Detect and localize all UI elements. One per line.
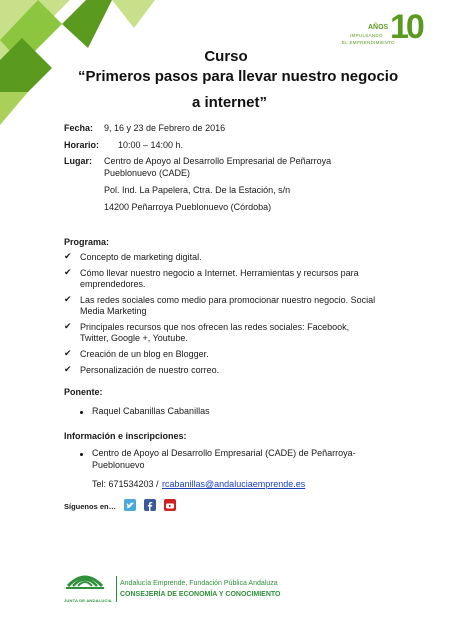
email-link[interactable] — [162, 479, 305, 491]
check-icon: ✔ — [64, 364, 72, 374]
horario-label: Horario: — [64, 140, 100, 150]
twitter-icon[interactable] — [124, 499, 136, 511]
check-icon: ✔ — [64, 321, 72, 331]
info-line-2: Pueblonuevo — [92, 460, 145, 470]
bullet-dot — [80, 411, 83, 414]
bullet-dot — [80, 453, 83, 456]
programa-item-cont: emprendedores. — [80, 279, 146, 289]
ponente-name: Raquel Cabanillas Cabanillas — [92, 406, 210, 416]
facebook-icon[interactable] — [144, 499, 156, 511]
junta-andalucia-logo — [62, 566, 108, 600]
programa-heading: Programa: — [64, 237, 110, 247]
check-icon: ✔ — [64, 251, 72, 261]
check-icon: ✔ — [64, 267, 72, 277]
fecha-label: Fecha: — [64, 123, 94, 133]
programa-item: Creación de un blog en Blogger. — [80, 349, 209, 359]
course-label: Curso — [204, 48, 248, 65]
ten-years-logo — [340, 8, 440, 52]
junta-logo-caption: JUNTA DE ANDALUCIA — [64, 598, 112, 603]
programa-item: Personalización de nuestro correo. — [80, 365, 220, 375]
lugar-line-2: Pueblonuevo (CADE) — [104, 168, 191, 178]
lugar-line-3: Pol. Ind. La Papelera, Ctra. De la Estación, s/n — [104, 185, 291, 195]
info-line-1: Centro de Apoyo al Desarrollo Empresarial (CADE) de Peñarroya- — [92, 448, 356, 458]
email-domain: @andaluciaemprende.es — [205, 479, 306, 489]
programa-item: Concepto de marketing digital. — [80, 252, 202, 262]
social-label: Síguenos en… — [64, 502, 117, 511]
email-prefix: rcabanillas — [162, 479, 206, 489]
info-heading: Información e inscripciones: — [64, 431, 187, 441]
info-tel: Tel: 671534203 / — [92, 479, 159, 489]
programa-item: Las redes sociales como medio para promocionar nuestro negocio. Social — [80, 295, 376, 305]
programa-item-cont: Twitter, Google +, Youtube. — [80, 333, 188, 343]
check-icon: ✔ — [64, 348, 72, 358]
logo-tagline-2: EL EMPRENDIMIENTO — [342, 40, 395, 45]
programa-item: Cómo llevar nuestro negocio a Internet. Herramientas y recursos para — [80, 268, 359, 278]
corner-decoration — [0, 0, 160, 130]
footer-divider — [116, 576, 117, 602]
logo-years-label: AÑOS — [368, 24, 389, 31]
logo-number: 10 — [390, 8, 422, 46]
footer-org: Andalucía Emprende, Fundación Pública Andaluza — [120, 580, 278, 587]
course-title-line1: “Primeros pasos para llevar nuestro negocio — [78, 68, 399, 85]
lugar-line-1: Centro de Apoyo al Desarrollo Empresarial de Peñarroya — [104, 156, 332, 166]
horario-value: 10:00 – 14:00 h. — [118, 140, 184, 150]
course-title-line2: a internet” — [192, 94, 268, 111]
programa-item: Principales recursos que nos ofrecen las redes sociales: Facebook, — [80, 322, 350, 332]
programa-item-cont: Media Marketing — [80, 306, 147, 316]
lugar-label: Lugar: — [64, 156, 92, 166]
footer-consejeria: CONSEJERÍA DE ECONOMÍA Y CONOCIMIENTO — [120, 591, 281, 598]
ponente-heading: Ponente: — [64, 387, 103, 397]
lugar-line-4: 14200 Peñarroya Pueblonuevo (Córdoba) — [104, 202, 272, 212]
youtube-icon[interactable] — [164, 499, 176, 511]
fecha-value: 9, 16 y 23 de Febrero de 2016 — [104, 123, 226, 133]
logo-tagline-1: IMPULSANDO — [350, 33, 383, 38]
check-icon: ✔ — [64, 294, 72, 304]
